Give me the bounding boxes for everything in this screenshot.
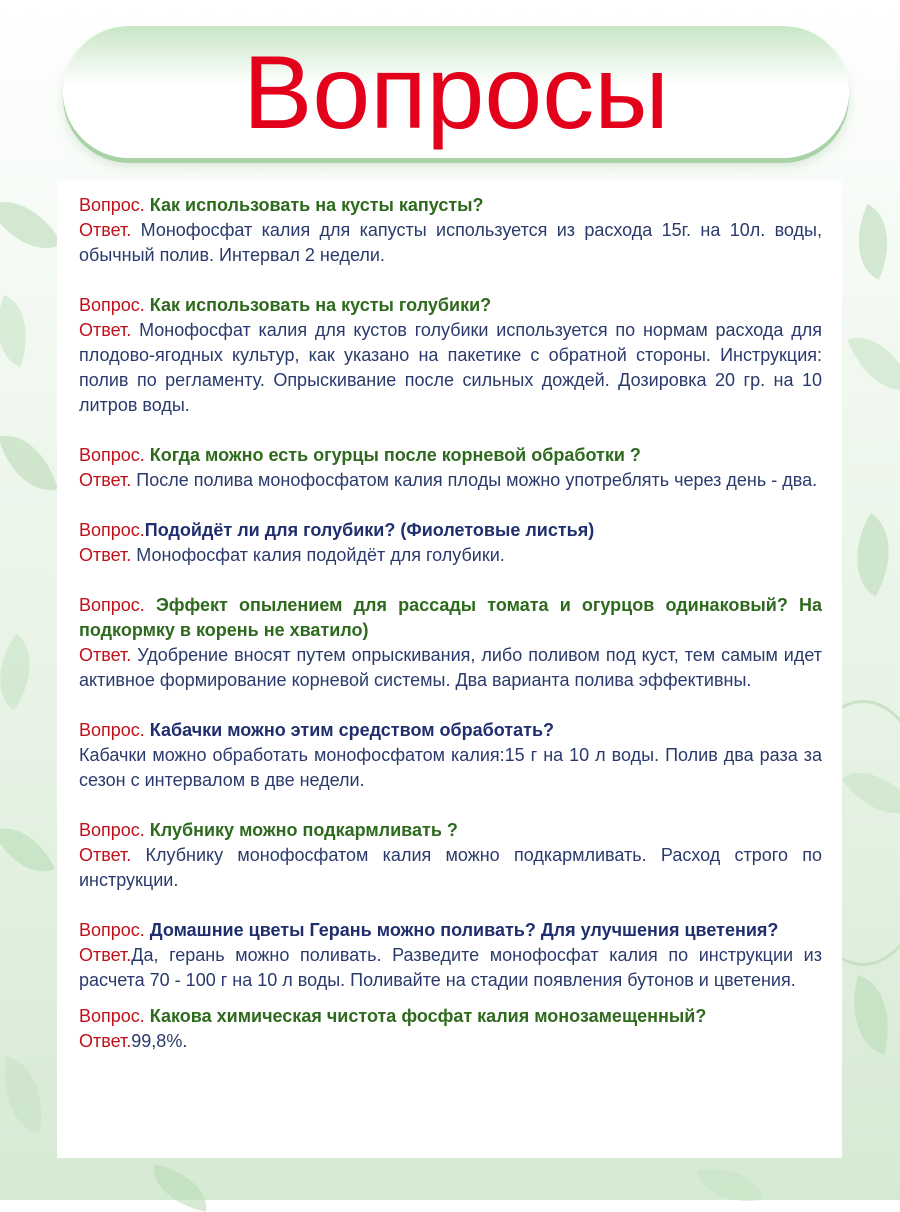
question-prefix: Вопрос. (79, 195, 150, 215)
faq-item (79, 918, 822, 993)
answer-text: После полива монофосфатом калия плоды можно употреблять через день - два. (136, 470, 818, 490)
leaf-decoration (0, 1057, 52, 1134)
leaf-decoration (147, 1164, 213, 1212)
answer-prefix: Ответ. (79, 320, 140, 340)
faq-item (79, 293, 822, 418)
answer-text: 99,8%. (131, 1031, 188, 1051)
leaf-decoration (836, 513, 900, 597)
question-prefix: Вопрос. (79, 820, 150, 840)
answer-prefix: Ответ. (79, 945, 132, 965)
faq-item (79, 1004, 822, 1054)
leaf-decoration (0, 183, 62, 267)
answer-prefix: Ответ. (79, 1031, 132, 1051)
leaf-decoration (0, 634, 51, 711)
answer-text: Клубнику монофосфатом калия можно подкармливать. Расход строго по инструкции. (79, 845, 822, 890)
answer-text: Удобрение вносят путем опрыскивания, либо поливом под куст, тем самым идет активное формирование корневой системы. Два варианта полива эффективны. (79, 645, 822, 690)
leaf-decoration (697, 1160, 763, 1210)
answer-prefix: Ответ. (79, 545, 137, 565)
faq-item (79, 818, 822, 893)
leaf-decoration (840, 975, 900, 1055)
page-title: Вопросы (243, 35, 669, 151)
answer-prefix: Ответ. (79, 845, 146, 865)
answer-prefix: Ответ. (79, 645, 138, 665)
faq-item (79, 593, 822, 693)
question-prefix: Вопрос. (79, 520, 145, 540)
leaf-decoration (0, 295, 41, 367)
answer-text: Да, герань можно поливать. Разведите монофосфат калия по инструкции из расчета 70 - 100 г на 10 л воды. Поливайте на стадии появления бутонов и цветения. (79, 945, 822, 990)
answer-text: Монофосфат калия для кустов голубики используется по нормам расхода для плодово-ягодных культур, как указано на пакетике с обратной стороны. Инструкция: полив по регламенту. Опрыскивание после сильных дождей. Дозировка 20 гр. на 10 литров воды. (79, 320, 822, 415)
question-text: Клубнику можно подкармливать ? (149, 820, 458, 840)
question-text: Кабачки можно этим средством обработать? (149, 720, 555, 740)
question-prefix: Вопрос. (79, 595, 156, 615)
question-prefix: Вопрос. (79, 295, 150, 315)
question-text: Эффект опылением для рассады томата и огурцов одинаковый? На подкормку в корень не хватило) (79, 595, 822, 640)
question-text: Подойдёт ли для голубики? (Фиолетовые листья) (144, 520, 595, 540)
answer-text: Кабачки можно обработать монофосфатом калия:15 г на 10 л воды. Полив два раза за сезон с интервалом в две недели. (79, 745, 822, 790)
question-text: Как использовать на кусты капусты? (149, 195, 484, 215)
question-text: Какова химическая чистота фосфат калия монозамещенный? (149, 1006, 707, 1026)
answer-text: Монофосфат калия для капусты используется из расхода 15г. на 10л. воды, обычный полив. Интервал 2 недели. (79, 220, 822, 265)
answer-prefix: Ответ. (79, 220, 141, 240)
question-prefix: Вопрос. (79, 920, 150, 940)
answer-prefix: Ответ. (79, 470, 137, 490)
faq-item (79, 718, 822, 793)
question-text: Домашние цветы Герань можно поливать? Для улучшения цветения? (149, 920, 779, 940)
faq-list (79, 193, 822, 1054)
leaf-decoration (848, 325, 900, 404)
question-prefix: Вопрос. (79, 720, 150, 740)
faq-item (79, 443, 822, 493)
question-prefix: Вопрос. (79, 445, 150, 465)
leaf-decoration (0, 425, 58, 500)
question-text: Когда можно есть огурцы после корневой обработки ? (149, 445, 641, 465)
leaf-decoration (0, 814, 55, 885)
leaf-decoration (840, 204, 900, 280)
faq-item (79, 193, 822, 268)
question-text: Как использовать на кусты голубики? (149, 295, 492, 315)
faq-item (79, 518, 822, 568)
answer-text: Монофосфат калия подойдёт для голубики. (136, 545, 505, 565)
question-prefix: Вопрос. (79, 1006, 150, 1026)
